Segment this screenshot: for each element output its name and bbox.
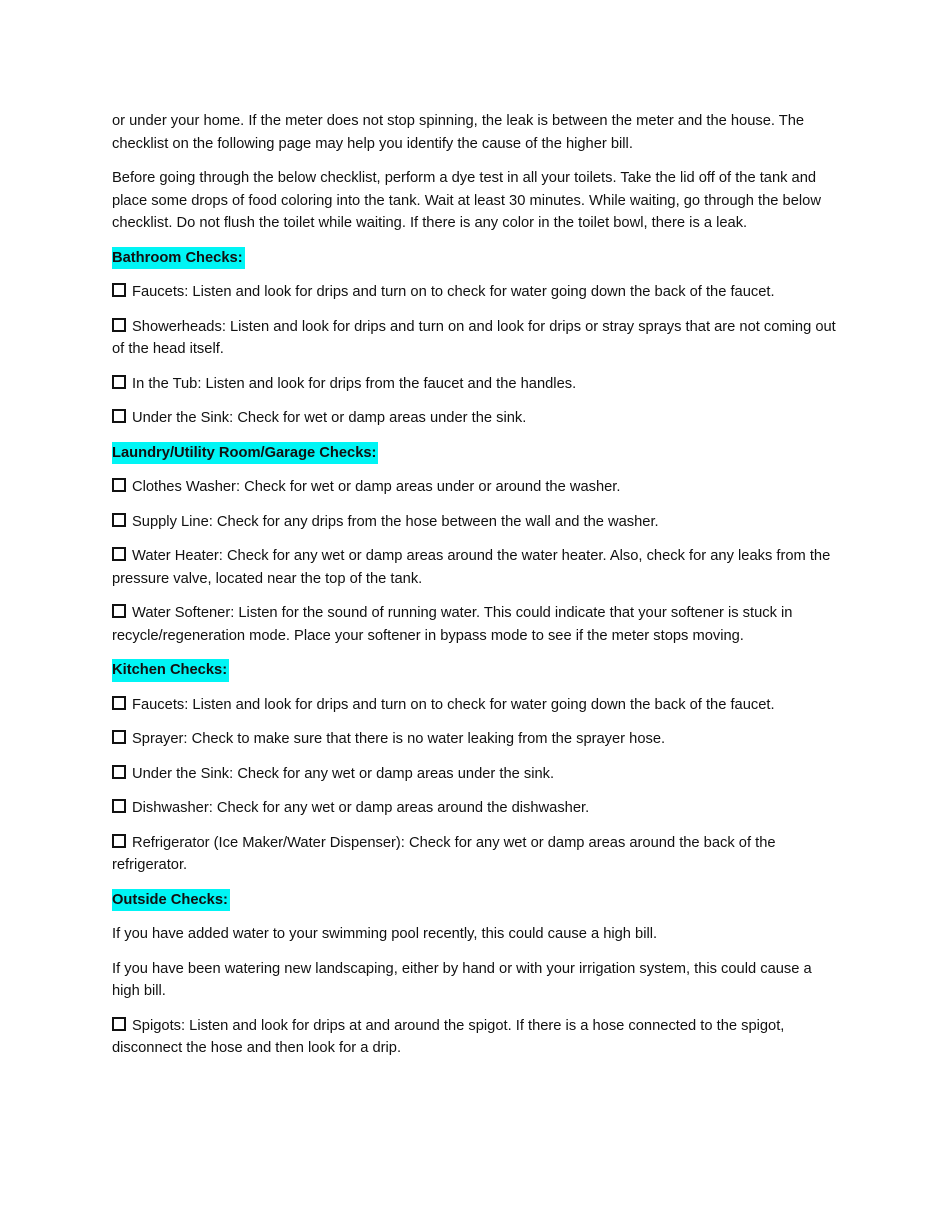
checklist-item-text: Under the Sink: Check for any wet or damp areas under the sink. — [132, 765, 555, 782]
checklist-item-text: Dishwasher: Check for any wet or damp areas around the dishwasher. — [132, 800, 590, 816]
section-heading-kitchen — [112, 659, 842, 682]
checklist-item — [112, 545, 842, 590]
checkbox-icon[interactable] — [112, 696, 126, 710]
section-heading-label: Kitchen Checks: — [112, 659, 229, 682]
checkbox-icon[interactable] — [112, 799, 126, 813]
checklist-item — [112, 407, 842, 430]
checklist-item — [112, 763, 842, 786]
checklist-item — [112, 797, 842, 820]
checklist-item — [112, 373, 842, 396]
checklist-item-text: Refrigerator (Ice Maker/Water Dispenser): Check for any wet or damp areas around the back of the refrigerator. — [112, 834, 776, 873]
checklist-item — [112, 476, 842, 499]
section-note: If you have been watering new landscaping, either by hand or with your irrigation system, this could cause a high bill. — [112, 960, 812, 999]
checklist-item-text: Supply Line: Check for any drips from the hose between the wall and the washer. — [132, 513, 659, 530]
section-note: If you have added water to your swimming pool recently, this could cause a high bill. — [112, 926, 658, 942]
checkbox-icon[interactable] — [112, 375, 126, 389]
checkbox-icon[interactable] — [112, 834, 126, 848]
checklist-item-text: Under the Sink: Check for wet or damp areas under the sink. — [132, 410, 527, 426]
checkbox-icon[interactable] — [112, 478, 126, 492]
checklist-item-text: Clothes Washer: Check for wet or damp areas under or around the washer. — [132, 479, 621, 495]
checklist-item-text: Faucets: Listen and look for drips and turn on to check for water going down the back of the faucet. — [132, 696, 775, 713]
checklist-item — [112, 694, 842, 717]
checklist-item-text: Water Softener: Listen for the sound of running water. This could indicate that your softener is stuck in recycle/regeneration mode. Place your softener in bypass mode to see if the meter stops moving. — [112, 605, 793, 644]
section-heading-laundry — [112, 442, 842, 465]
checkbox-icon[interactable] — [112, 318, 126, 332]
checklist-item — [112, 316, 842, 361]
checklist-item — [112, 511, 842, 534]
checkbox-icon[interactable] — [112, 283, 126, 297]
checkbox-icon[interactable] — [112, 547, 126, 561]
checkbox-icon[interactable] — [112, 730, 126, 744]
document-page — [112, 110, 842, 1072]
section-heading-label: Laundry/Utility Room/Garage Checks: — [112, 442, 378, 465]
checklist-item — [112, 832, 842, 877]
section-heading-outside — [112, 889, 842, 912]
checklist-item — [112, 602, 842, 647]
checkbox-icon[interactable] — [112, 513, 126, 527]
section-heading-label: Outside Checks: — [112, 889, 230, 912]
intro-paragraph: or under your home. If the meter does not stop spinning, the leak is between the meter and the house. The checklist on the following page may help you identify the cause of the higher bill. — [112, 113, 805, 152]
checklist-item-text: In the Tub: Listen and look for drips from the faucet and the handles. — [132, 375, 577, 392]
checklist-item-text: Sprayer: Check to make sure that there is no water leaking from the sprayer hose. — [132, 731, 666, 747]
checkbox-icon[interactable] — [112, 604, 126, 618]
checkbox-icon[interactable] — [112, 765, 126, 779]
checklist-item — [112, 1015, 842, 1060]
checkbox-icon[interactable] — [112, 409, 126, 423]
checklist-item-text: Faucets: Listen and look for drips and turn on to check for water going down the back of the faucet. — [132, 284, 775, 300]
section-heading-bathroom — [112, 247, 842, 270]
section-heading-label: Bathroom Checks: — [112, 247, 245, 270]
checklist-item — [112, 281, 842, 304]
checklist-item-text: Spigots: Listen and look for drips at and around the spigot. If there is a hose connected to the spigot, disconnect the hose and then look for a drip. — [112, 1017, 785, 1056]
checklist-item — [112, 728, 842, 751]
checklist-item-text: Showerheads: Listen and look for drips and turn on and look for drips or stray sprays that are not coming out of the head itself. — [112, 318, 836, 357]
checklist-item-text: Water Heater: Check for any wet or damp areas around the water heater. Also, check for any leaks from the pressure valve, located near the top of the tank. — [112, 548, 831, 587]
intro-paragraph: Before going through the below checklist, perform a dye test in all your toilets. Take the lid off of the tank and place some drops of food coloring into the tank. Wait at least 30 minutes. While waiting, go through the below checklist. Do not flush the toilet while waiting. If there is any color in the toilet bowl, there is a leak. — [112, 170, 821, 231]
checkbox-icon[interactable] — [112, 1017, 126, 1031]
